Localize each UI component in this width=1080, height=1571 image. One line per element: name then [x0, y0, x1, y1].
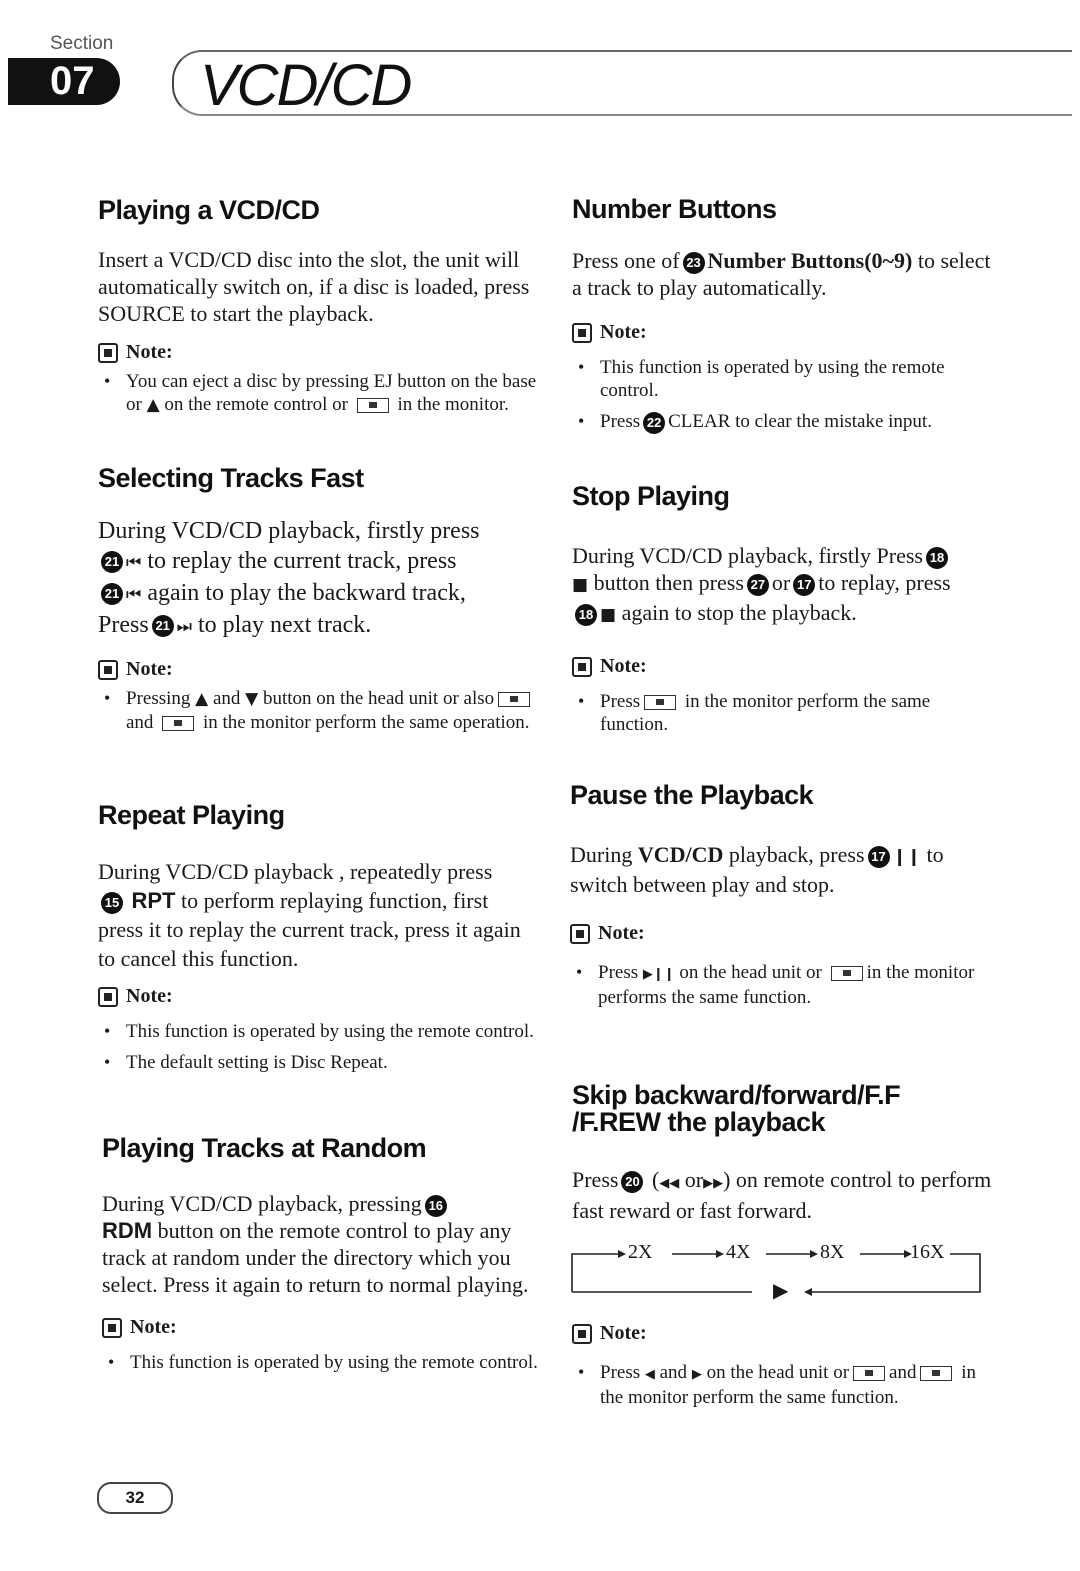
play-icon: ▶ [773, 1278, 789, 1302]
speed-cycle-diagram [570, 1240, 990, 1306]
note-item: • Press in the monitor perform the same function. [600, 690, 992, 736]
note-icon [572, 323, 592, 343]
prev-track-icon: ⏮ [126, 585, 142, 605]
left-arrow-icon: ◀ [644, 1367, 655, 1382]
right-arrow-icon: ▶ [691, 1367, 702, 1382]
playing-note-heading: Note: [98, 341, 538, 364]
button-number-badge: 15 [101, 892, 123, 914]
pause-note-heading: Note: [570, 922, 990, 945]
button-number-badge: 18 [926, 547, 948, 569]
section-label: Section [50, 33, 114, 54]
stop-text: During VCD/CD playback, firstly Press 18 ■ button then press 27 or 17 to replay, press 18 ■ again to stop the playback. [572, 543, 951, 625]
button-number-badge: 17 [868, 846, 890, 868]
note-item: • Press ▶❙❙ on the head unit or in the monitor performs the same function. [598, 961, 990, 1009]
heading-random: Playing Tracks at Random [102, 1133, 427, 1163]
heading-stop: Stop Playing [572, 481, 730, 511]
heading-playing: Playing a VCD/CD [98, 195, 320, 225]
number-text: Press one of 23 Number Buttons(0~9) to select a track to play automatically. [572, 248, 991, 300]
button-number-badge: 21 [152, 615, 174, 637]
repeat-text: During VCD/CD playback , repeatedly press 15 RPT to perform replaying function, first press it to replay the current track, press it again to cancel this function. [98, 859, 521, 971]
forward-button-icon [920, 1366, 952, 1381]
next-button-icon [162, 716, 194, 731]
section-skip [572, 1082, 992, 1224]
heading-number: Number Buttons [572, 194, 777, 224]
random-notes [102, 1351, 542, 1374]
skip-text: Press 20 (◀◀ or▶▶) on remote control to perform fast reward or fast forward. [572, 1167, 992, 1223]
stop-note-heading: Note: [572, 655, 992, 678]
button-number-badge: 22 [643, 412, 665, 434]
fast-forward-icon: ▶▶ [703, 1176, 724, 1191]
note-icon [98, 660, 118, 680]
next-track-icon: ⏭ [176, 617, 192, 637]
number-notes [572, 356, 992, 434]
note-icon [102, 1318, 122, 1338]
playing-text: Insert a VCD/CD disc into the slot, the unit will automatically switch on, if a disc is loaded, press SOURCE to start the playback. [98, 247, 530, 326]
speed-label: 8X [820, 1241, 845, 1263]
note-item: • The default setting is Disc Repeat. [126, 1051, 538, 1074]
number-note-heading: Note: [572, 321, 992, 344]
stop-button-icon [644, 695, 676, 710]
section-selecting [98, 463, 538, 742]
note-item: • This function is operated by using the remote control. [130, 1351, 542, 1374]
play-pause-button-icon [831, 966, 863, 981]
stop-notes [572, 690, 992, 736]
rdm-key: RDM [102, 1218, 153, 1243]
button-number-badge: 17 [793, 574, 815, 596]
heading-selecting: Selecting Tracks Fast [98, 463, 364, 493]
stop-icon: ■ [600, 605, 617, 625]
section-pause [570, 780, 990, 1017]
button-number-badge: 23 [683, 252, 705, 274]
button-number-badge: 21 [101, 583, 123, 605]
note-item: • This function is operated by using the remote control. [600, 356, 992, 402]
button-number-badge: 27 [747, 574, 769, 596]
note-item: • This function is operated by using the remote control. [126, 1020, 538, 1043]
eject-button-icon [357, 398, 389, 413]
random-note-heading: Note: [102, 1316, 542, 1339]
button-number-badge: 16 [425, 1195, 447, 1217]
repeat-notes [98, 1020, 538, 1074]
section-random [102, 1133, 542, 1382]
button-number-badge: 21 [101, 551, 123, 573]
pause-icon: ❙❙ [892, 847, 922, 867]
note-icon [98, 987, 118, 1007]
section-number [572, 194, 992, 442]
selecting-text: During VCD/CD playback, firstly press 21 ⏮ to replay the current track, press 21 ⏮ again to play the backward track, Press 21 ⏭ to play next track. [98, 518, 480, 638]
speed-label: 16X [910, 1241, 945, 1263]
heading-pause: Pause the Playback [570, 780, 814, 810]
rpt-key: RPT [131, 888, 176, 913]
note-icon [570, 924, 590, 944]
playing-notes [98, 370, 538, 417]
section-stop [572, 481, 992, 744]
button-number-badge: 18 [575, 604, 597, 626]
note-item: • You can eject a disc by pressing EJ button on the base or ▲ on the remote control or in the monitor. [126, 370, 538, 417]
section-skip-note [572, 1322, 1002, 1417]
random-text: During VCD/CD playback, pressing 16 RDM button on the remote control to play any track at random under the directory which you select. Press it again to return to normal playing. [102, 1191, 529, 1297]
page-number: 32 [97, 1482, 173, 1514]
note-icon [98, 343, 118, 363]
stop-icon: ■ [572, 575, 589, 595]
speed-label: 4X [726, 1241, 751, 1263]
rewind-button-icon [853, 1366, 885, 1381]
down-arrow-icon: ▼ [245, 689, 259, 709]
play-pause-icon: ▶❙❙ [642, 967, 675, 982]
up-arrow-icon: ▲ [195, 689, 209, 709]
pause-notes [570, 961, 990, 1009]
note-icon [572, 1324, 592, 1344]
repeat-note-heading: Note: [98, 985, 538, 1008]
note-item: • Press ◀ and ▶ on the head unit or and in the monitor perform the same function. [600, 1361, 1002, 1409]
page-title: VCD/CD [200, 53, 411, 118]
skip-note-heading: Note: [572, 1322, 1002, 1345]
pause-text: During VCD/CD playback, press 17 ❙❙ to switch between play and stop. [570, 842, 944, 897]
heading-repeat: Repeat Playing [98, 800, 285, 830]
prev-track-icon: ⏮ [126, 553, 142, 573]
selecting-note-heading: Note: [98, 658, 538, 681]
section-number-badge: 07 [8, 58, 120, 105]
rewind-icon: ◀◀ [659, 1176, 680, 1191]
selecting-notes [98, 687, 538, 734]
note-item: • Press 22 CLEAR to clear the mistake input. [600, 410, 992, 434]
section-repeat [98, 800, 538, 1082]
heading-skip: Skip backward/forward/F.F /F.REW the playback [572, 1080, 901, 1137]
prev-button-icon [498, 692, 530, 707]
note-icon [572, 657, 592, 677]
speed-label: 2X [628, 1241, 653, 1263]
eject-icon: ▲ [146, 395, 160, 415]
skip-notes [572, 1361, 1002, 1409]
section-playing [98, 195, 538, 425]
note-item: • Pressing ▲ and ▼ button on the head unit or also and in the monitor perform the same operation. [126, 687, 538, 734]
button-number-badge: 20 [621, 1171, 643, 1193]
